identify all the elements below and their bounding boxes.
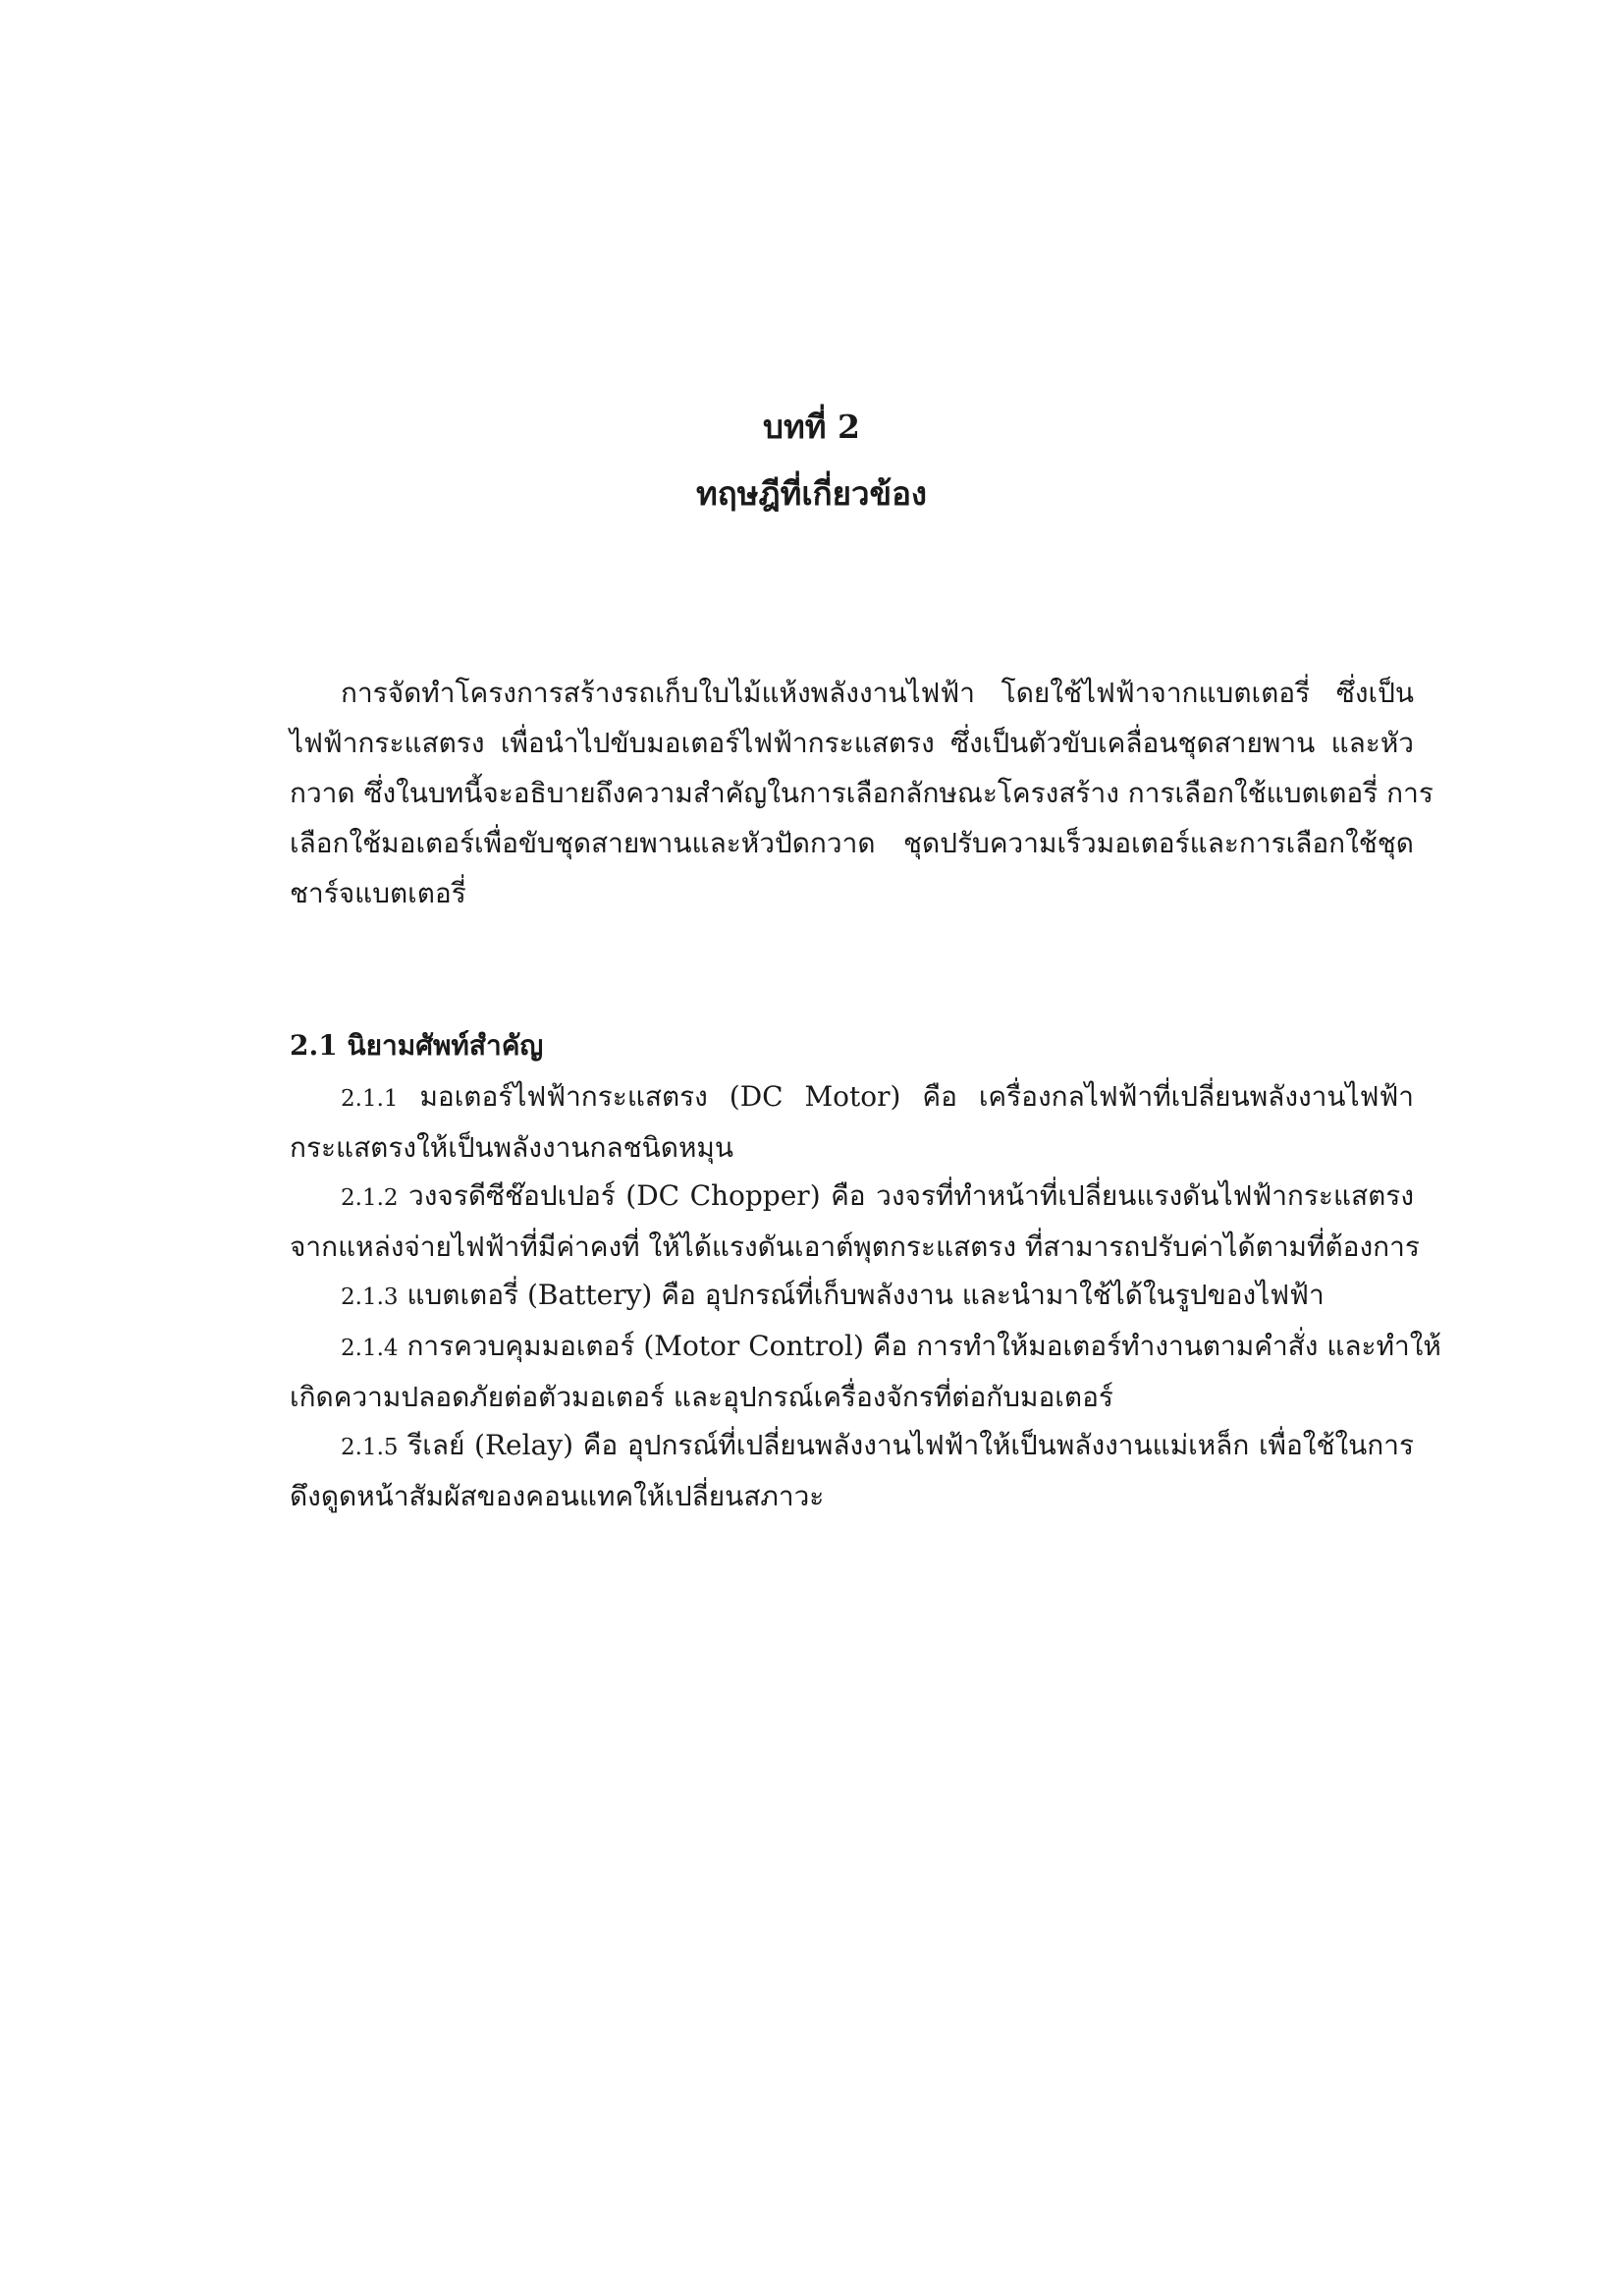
chapter-title: ทฤษฎีที่เกี่ยวข้อง [695, 474, 927, 513]
intro-line: เลือกใช้มอเตอร์เพื่อขับชุดสายพานและหัวปัดกวาด ชุดปรับความเร็วมอเตอร์และการเลือกใช้ชุด [290, 827, 1414, 859]
definition-text: การควบคุมมอเตอร์ (Motor Control) คือ การทำให้มอเตอร์ทำงานตามคำสั่ง และทำให้ [406, 1330, 1441, 1362]
definition-item [290, 1072, 1414, 1172]
definition-line [290, 1421, 1414, 1472]
definition-item [290, 1322, 1441, 1421]
definition-line: ดึงดูดหน้าสัมผัสของคอนแทคให้เปลี่ยนสภาวะ [290, 1480, 825, 1512]
definition-text: แบตเตอรี่ (Battery) คือ อุปกรณ์ที่เก็บพลังงาน และนำมาใช้ได้ในรูปของไฟฟ้า [406, 1279, 1325, 1311]
definition-line: จากแหล่งจ่ายไฟฟ้าที่มีค่าคงที่ ให้ได้แรงดันเอาต์พุตกระแสตรง ที่สามารถปรับค่าได้ตามที่ต้องการ [290, 1230, 1420, 1263]
definition-item [290, 1271, 1414, 1322]
intro-paragraph [290, 668, 1434, 918]
definition-item [290, 1172, 1420, 1271]
definition-number: 2.1.4 [341, 1336, 399, 1361]
definition-number: 2.1.2 [341, 1185, 399, 1211]
definition-text: รีเลย์ (Relay) คือ อุปกรณ์ที่เปลี่ยนพลังงานไฟฟ้าให้เป็นพลังงานแม่เหล็ก เพื่อใช้ในการ [407, 1429, 1414, 1461]
definition-number: 2.1.3 [341, 1285, 399, 1310]
intro-line: ชาร์จแบตเตอรี่ [290, 877, 466, 909]
definition-number: 2.1.1 [341, 1086, 399, 1112]
intro-line: การจัดทำโครงการสร้างรถเก็บใบไม้แห้งพลังงานไฟฟ้า โดยใช้ไฟฟ้าจากแบตเตอรี่ ซึ่งเป็น [341, 677, 1414, 709]
definition-line [290, 1072, 1414, 1123]
chapter-number: บทที่ 2 [763, 408, 860, 446]
definition-text: มอเตอร์ไฟฟ้ากระแสตรง (DC Motor) คือ เครื่องกลไฟฟ้าที่เปลี่ยนพลังงานไฟฟ้า [419, 1080, 1414, 1113]
intro-line: ไฟฟ้ากระแสตรง เพื่อนำไปขับมอเตอร์ไฟฟ้ากระแสตรง ซึ่งเป็นตัวขับเคลื่อนชุดสายพาน และหัว [290, 727, 1414, 759]
definition-line: กระแสตรงให้เป็นพลังงานกลชนิดหมุน [290, 1131, 733, 1164]
definition-line [290, 1322, 1441, 1373]
definition-line [290, 1172, 1414, 1223]
definition-line [290, 1271, 1414, 1322]
definition-list [290, 1072, 1441, 1520]
section-heading: 2.1 นิยามศัพท์สำคัญ [290, 1029, 544, 1062]
definition-text: วงจรดีซีช๊อปเปอร์ (DC Chopper) คือ วงจรที่ทำหน้าที่เปลี่ยนแรงดันไฟฟ้ากระแสตรง [408, 1179, 1414, 1212]
definition-line: เกิดความปลอดภัยต่อตัวมอเตอร์ และอุปกรณ์เครื่องจักรที่ต่อกับมอเตอร์ [290, 1381, 1113, 1413]
definition-number: 2.1.5 [341, 1435, 399, 1460]
definition-item [290, 1421, 1414, 1520]
intro-line: กวาด ซึ่งในบทนี้จะอธิบายถึงความสำคัญในการเลือกลักษณะโครงสร้าง การเลือกใช้แบตเตอรี่ การ [290, 777, 1434, 809]
